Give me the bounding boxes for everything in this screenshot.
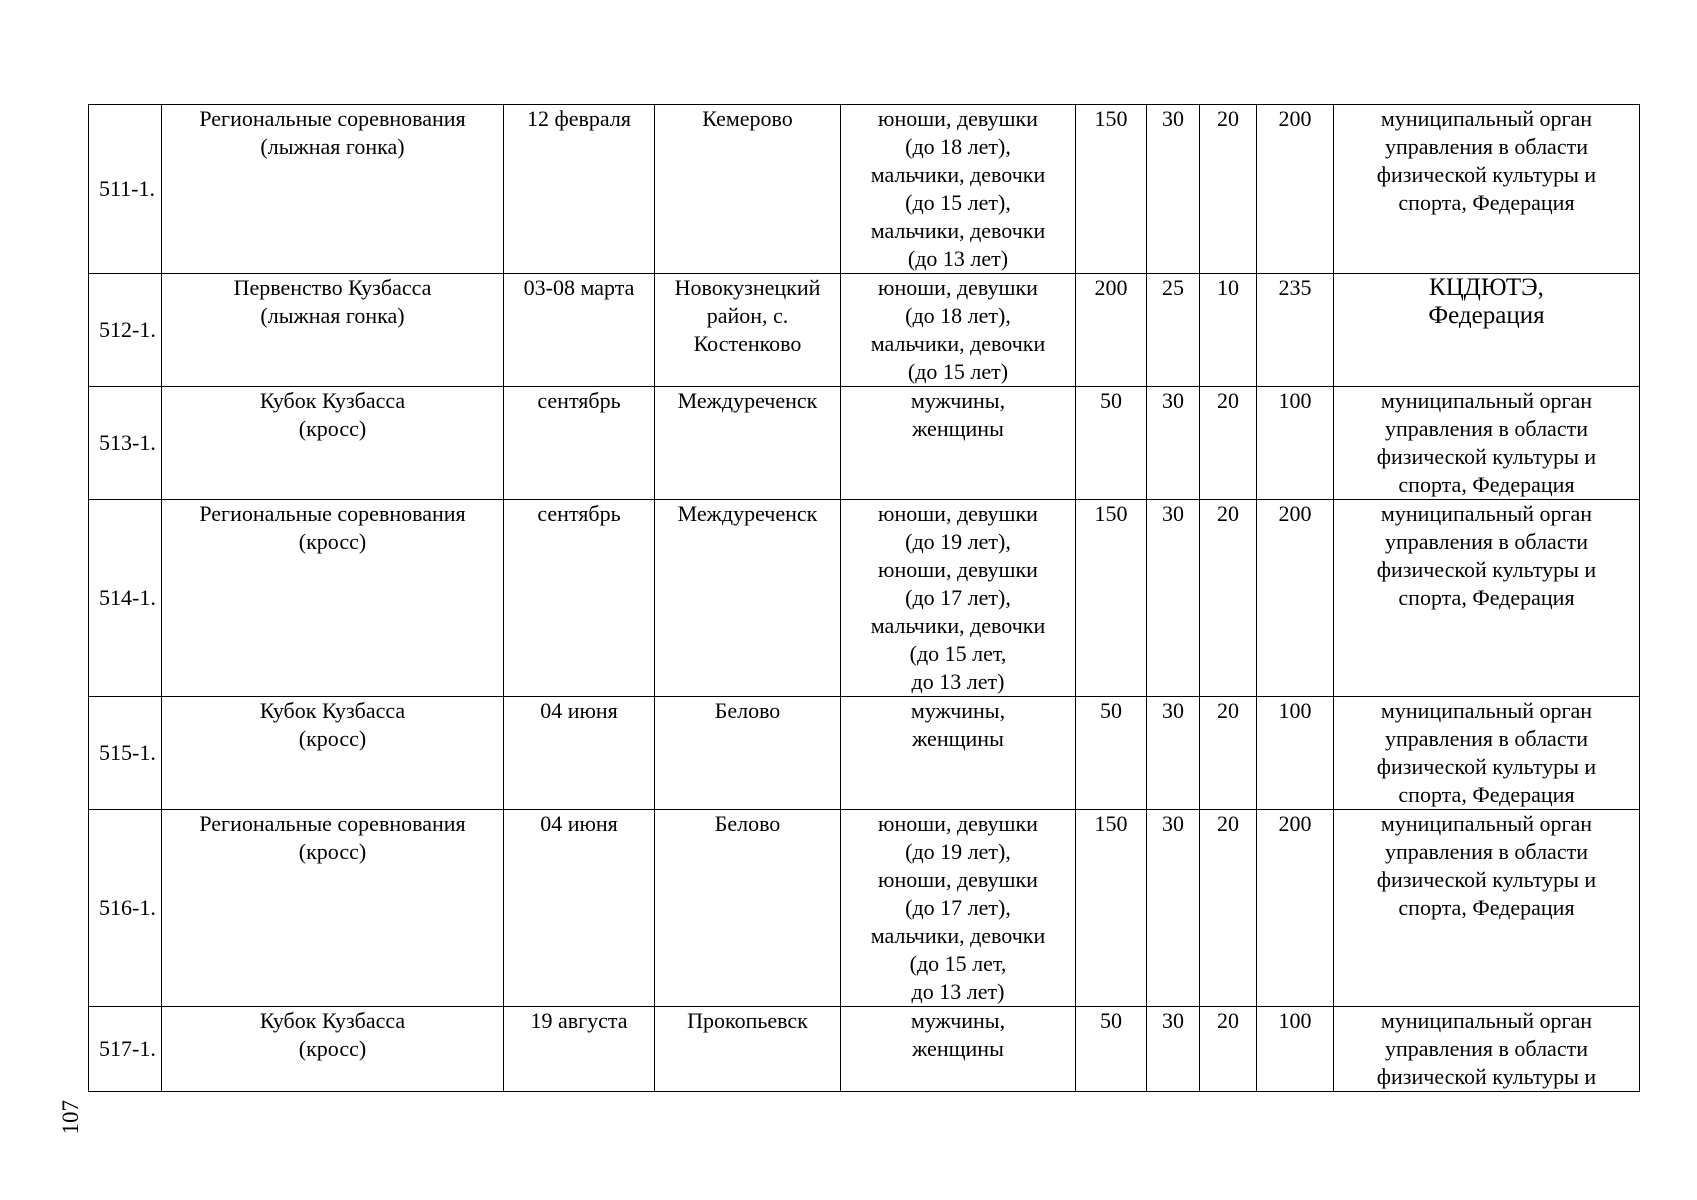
count-coaches: 30 bbox=[1147, 1007, 1200, 1092]
event-name: Первенство Кузбасса (лыжная гонка) bbox=[162, 274, 504, 387]
event-date: сентябрь bbox=[504, 387, 655, 500]
event-participants: мужчины, женщины bbox=[841, 1007, 1076, 1092]
event-date: 03-08 марта bbox=[504, 274, 655, 387]
row-number: 514-1. bbox=[89, 500, 162, 697]
count-coaches: 30 bbox=[1147, 387, 1200, 500]
count-coaches: 30 bbox=[1147, 500, 1200, 697]
count-total: 100 bbox=[1257, 697, 1334, 810]
table-row bbox=[89, 105, 1640, 274]
event-participants: юноши, девушки (до 18 лет), мальчики, девочки (до 15 лет) bbox=[841, 274, 1076, 387]
event-place: Белово bbox=[655, 810, 841, 1007]
count-judges: 20 bbox=[1200, 500, 1257, 697]
count-athletes: 50 bbox=[1076, 1007, 1147, 1092]
event-name: Региональные соревнования (лыжная гонка) bbox=[162, 105, 504, 274]
row-number: 516-1. bbox=[89, 810, 162, 1007]
event-organizer: муниципальный орган управления в области физической культуры и bbox=[1334, 1007, 1640, 1092]
page-number: 107 bbox=[58, 1100, 83, 1135]
table-row bbox=[89, 387, 1640, 500]
table-row bbox=[89, 810, 1640, 1007]
event-date: сентябрь bbox=[504, 500, 655, 697]
event-place: Белово bbox=[655, 697, 841, 810]
table-row bbox=[89, 500, 1640, 697]
event-participants: юноши, девушки (до 19 лет), юноши, девушки (до 17 лет), мальчики, девочки (до 15 лет, до 13 лет) bbox=[841, 500, 1076, 697]
count-total: 100 bbox=[1257, 387, 1334, 500]
count-coaches: 30 bbox=[1147, 697, 1200, 810]
count-judges: 20 bbox=[1200, 1007, 1257, 1092]
count-judges: 20 bbox=[1200, 105, 1257, 274]
count-athletes: 150 bbox=[1076, 810, 1147, 1007]
event-organizer: муниципальный орган управления в области физической культуры и спорта, Федерация bbox=[1334, 387, 1640, 500]
count-judges: 20 bbox=[1200, 387, 1257, 500]
count-athletes: 50 bbox=[1076, 387, 1147, 500]
count-athletes: 200 bbox=[1076, 274, 1147, 387]
event-participants: мужчины, женщины bbox=[841, 387, 1076, 500]
row-number: 511-1. bbox=[89, 105, 162, 274]
event-place: Междуреченск bbox=[655, 387, 841, 500]
event-name: Региональные соревнования (кросс) bbox=[162, 500, 504, 697]
event-place: Новокузнецкий район, с. Костенково bbox=[655, 274, 841, 387]
count-athletes: 150 bbox=[1076, 105, 1147, 274]
table-row bbox=[89, 1007, 1640, 1092]
event-organizer: муниципальный орган управления в области физической культуры и спорта, Федерация bbox=[1334, 500, 1640, 697]
event-participants: юноши, девушки (до 18 лет), мальчики, девочки (до 15 лет), мальчики, девочки (до 13 лет) bbox=[841, 105, 1076, 274]
count-judges: 20 bbox=[1200, 810, 1257, 1007]
event-participants: юноши, девушки (до 19 лет), юноши, девушки (до 17 лет), мальчики, девочки (до 15 лет, до 13 лет) bbox=[841, 810, 1076, 1007]
count-judges: 10 bbox=[1200, 274, 1257, 387]
event-place: Междуреченск bbox=[655, 500, 841, 697]
event-organizer: муниципальный орган управления в области физической культуры и спорта, Федерация bbox=[1334, 697, 1640, 810]
event-organizer: муниципальный орган управления в области физической культуры и спорта, Федерация bbox=[1334, 810, 1640, 1007]
count-athletes: 50 bbox=[1076, 697, 1147, 810]
row-number: 517-1. bbox=[89, 1007, 162, 1092]
count-coaches: 30 bbox=[1147, 105, 1200, 274]
event-name: Кубок Кузбасса (кросс) bbox=[162, 697, 504, 810]
event-place: Прокопьевск bbox=[655, 1007, 841, 1092]
events-table bbox=[88, 104, 1640, 1092]
count-coaches: 30 bbox=[1147, 810, 1200, 1007]
row-number: 512-1. bbox=[89, 274, 162, 387]
event-name: Кубок Кузбасса (кросс) bbox=[162, 1007, 504, 1092]
count-total: 200 bbox=[1257, 105, 1334, 274]
count-total: 100 bbox=[1257, 1007, 1334, 1092]
events-table-container bbox=[88, 104, 1640, 1092]
count-athletes: 150 bbox=[1076, 500, 1147, 697]
event-date: 04 июня bbox=[504, 697, 655, 810]
event-date: 19 августа bbox=[504, 1007, 655, 1092]
row-number: 515-1. bbox=[89, 697, 162, 810]
count-total: 235 bbox=[1257, 274, 1334, 387]
event-date: 12 февраля bbox=[504, 105, 655, 274]
table-row bbox=[89, 697, 1640, 810]
event-participants: мужчины, женщины bbox=[841, 697, 1076, 810]
table-row bbox=[89, 274, 1640, 387]
event-name: Региональные соревнования (кросс) bbox=[162, 810, 504, 1007]
event-organizer: муниципальный орган управления в области физической культуры и спорта, Федерация bbox=[1334, 105, 1640, 274]
count-total: 200 bbox=[1257, 500, 1334, 697]
count-total: 200 bbox=[1257, 810, 1334, 1007]
row-number: 513-1. bbox=[89, 387, 162, 500]
event-date: 04 июня bbox=[504, 810, 655, 1007]
event-organizer: КЦДЮТЭ, Федерация bbox=[1334, 274, 1640, 387]
event-place: Кемерово bbox=[655, 105, 841, 274]
event-name: Кубок Кузбасса (кросс) bbox=[162, 387, 504, 500]
count-coaches: 25 bbox=[1147, 274, 1200, 387]
count-judges: 20 bbox=[1200, 697, 1257, 810]
